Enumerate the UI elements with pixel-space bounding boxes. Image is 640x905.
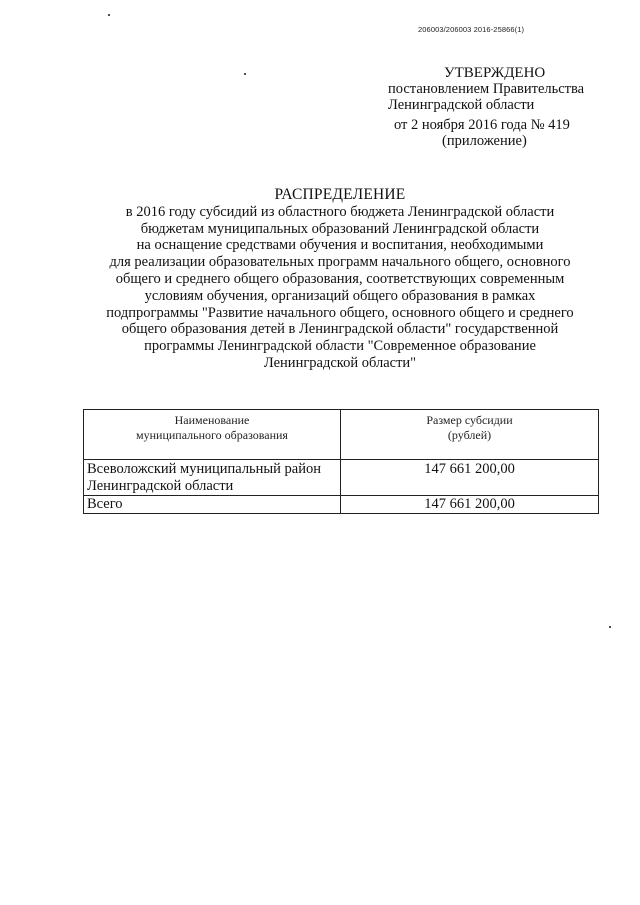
table-total-row	[84, 496, 599, 514]
total-amount-cell: 147 661 200,00	[341, 496, 599, 514]
header-text: муниципального образования	[136, 427, 288, 442]
column-header-amount	[341, 410, 599, 460]
approval-line: постановлением Правительства	[388, 81, 585, 97]
title-heading: РАСПРЕДЕЛЕНИЕ	[274, 186, 406, 203]
header-text: Размер субсидии	[426, 413, 513, 427]
document-title	[90, 187, 590, 372]
header-text: (рублей)	[447, 427, 492, 442]
approval-title: УТВЕРЖДЕНО	[444, 65, 546, 81]
municipality-name: Ленинградской области	[87, 478, 234, 494]
municipality-name: Всеволожский муниципальный район	[87, 461, 322, 477]
municipality-name-cell	[84, 460, 341, 496]
total-label-cell: Всего	[84, 496, 341, 514]
scan-speck	[108, 14, 110, 16]
approval-note: (приложение)	[442, 133, 527, 149]
title-line: бюджетам муниципальных образований Ленинградской области	[140, 220, 540, 237]
header-text: Наименование	[174, 413, 250, 427]
table-row	[84, 460, 599, 496]
title-line: общего и среднего общего образования, соответствующих современным	[115, 270, 565, 287]
title-line: в 2016 году субсидий из областного бюджета Ленинградской области	[125, 203, 555, 220]
approval-line: Ленинградской области	[388, 97, 535, 113]
title-line: на оснащение средствами обучения и воспитания, необходимыми	[136, 237, 544, 254]
approval-date: от 2 ноября 2016 года № 419	[394, 117, 570, 133]
title-line: программы Ленинградской области "Современное образование	[144, 338, 536, 355]
scan-speck	[609, 626, 611, 628]
title-line: подпрограммы "Развитие начального общего, основного общего и среднего	[106, 304, 574, 321]
subsidy-amount-cell: 147 661 200,00	[341, 460, 599, 496]
title-line: Ленинградской области"	[263, 354, 417, 371]
scan-speck	[244, 73, 246, 75]
title-line: общего образования детей в Ленинградской области" государственной	[121, 321, 559, 338]
column-header-name	[84, 410, 341, 460]
subsidy-table	[83, 409, 599, 514]
approval-stamp	[380, 65, 610, 149]
table-header-row	[84, 410, 599, 460]
title-line: для реализации образовательных программ начального общего, основного	[109, 254, 571, 271]
document-id: 206003/206003 2016-25866(1)	[418, 25, 525, 34]
title-line: условиям обучения, организаций общего образования в рамках	[144, 287, 536, 304]
